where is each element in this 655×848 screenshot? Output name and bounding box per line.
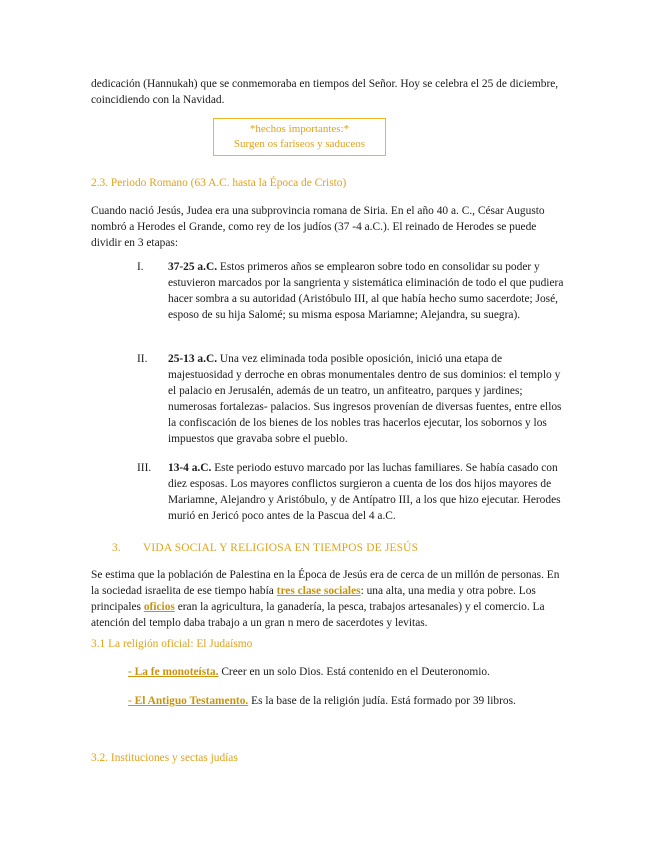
period-description: Este periodo estuvo marcado por las luchas familiares. Se había casado con diez esposas. Los mayores conflictos surgieron a cuenta de los dos hijos mayores de Mariamne, Alejandro y Aristóbulo, y de Antípatro III, a los que hizo ejecutar. Herodes murió en Jericó poco antes de la Pascua del 4 a.C. [168,462,561,522]
roman-period-paragraph: Cuando nació Jesús, Judea era una subprovincia romana de Siria. En el año 40 a. C., César Augusto nombró a Herodes el Grande, como rey de los judíos (37 -4 a.C.). El reinado de Herodes se puede dividir en 3 etapas: [91,205,545,249]
bullet-text: Es la base de la religión judía. Está formado por 39 libros. [248,695,516,707]
society-paragraph [91,567,566,631]
society-text-2: : una alta, una media y otra pobre. Los principales [91,585,536,613]
list-numeral: III. [137,462,152,474]
highlight-box [213,118,386,156]
social-classes-link[interactable]: tres clase sociales [276,585,361,597]
heading-number: 3. [112,542,121,554]
bullet-item [128,664,558,680]
trades-link[interactable]: oficios [143,601,175,613]
bullet-item [128,693,558,709]
highlight-box-text: Surgen os fariseos y saduceos [233,138,366,150]
list-text [168,259,566,323]
bullet-text: Creer en un solo Dios. Está contenido en el Deuteronomio. [218,666,490,678]
period-description: Una vez eliminada toda posible oposición, inició una etapa de majestuosidad y derroche en obras monumentales dentro de sus dominios: el templo y el palacio en Jerusalén, además de un teatro, un anfiteatro, parques y jardines; numerosas fortalezas- palacios. Sus ingresos provenían de diversas fuentes, entre ellos la confiscación de los bienes de los nobles tras hacerlos ejecutar, los sobornos y los impuestos que gravaba sobre el pueblo. [168,353,562,445]
period-label: 37-25 a.C. [168,261,218,273]
list-text [168,351,566,447]
bullet-label[interactable]: - La fe monoteísta. [128,666,219,678]
heading-institutions: 3.2. Instituciones y sectas judías [91,752,238,764]
period-description: Estos primeros años se emplearon sobre todo en consolidar su poder y estuvieron marcados por la sangrienta y sistemática eliminación de todo el que pudiera hacer sombra a su autoridad (Aristóbulo III, al que había hecho sumo sacerdote; José, esposo de su hija Salomé; su misma esposa Mariamne; Alejandra, su suegra). [168,261,564,321]
society-text-3: eran la agricultura, la ganadería, la pesca, trabajos artesanales) y el comercio. La atención del templo daba trabajo a un gran n mero de sacerdotes y levitas. [91,601,545,629]
highlight-box-title: *hechos importantes:* [249,123,350,135]
period-label: 13-4 a.C. [168,462,212,474]
heading-text: VIDA SOCIAL Y RELIGIOSA EN TIEMPOS DE JESÚS [143,542,419,554]
bullet-label[interactable]: - El Antiguo Testamento. [128,695,249,707]
heading-roman-period: 2.3. Periodo Romano (63 A.C. hasta la Época de Cristo) [91,177,347,189]
period-label: 25-13 a.C. [168,353,218,365]
list-text [168,460,566,524]
list-numeral: I. [137,261,144,273]
heading-judaism: 3.1 La religión oficial: El Judaísmo [91,638,253,650]
intro-paragraph: dedicación (Hannukah) que se conmemoraba en tiempos del Señor. Hoy se celebra el 25 de diciembre, coincidiendo con la Navidad. [91,78,559,106]
list-numeral: II. [137,353,148,365]
heading-social-life [112,540,418,556]
society-text-1: Se estima que la población de Palestina en la Época de Jesús era de cerca de un millón de personas. En la sociedad israelita de ese tiempo había [91,569,560,597]
